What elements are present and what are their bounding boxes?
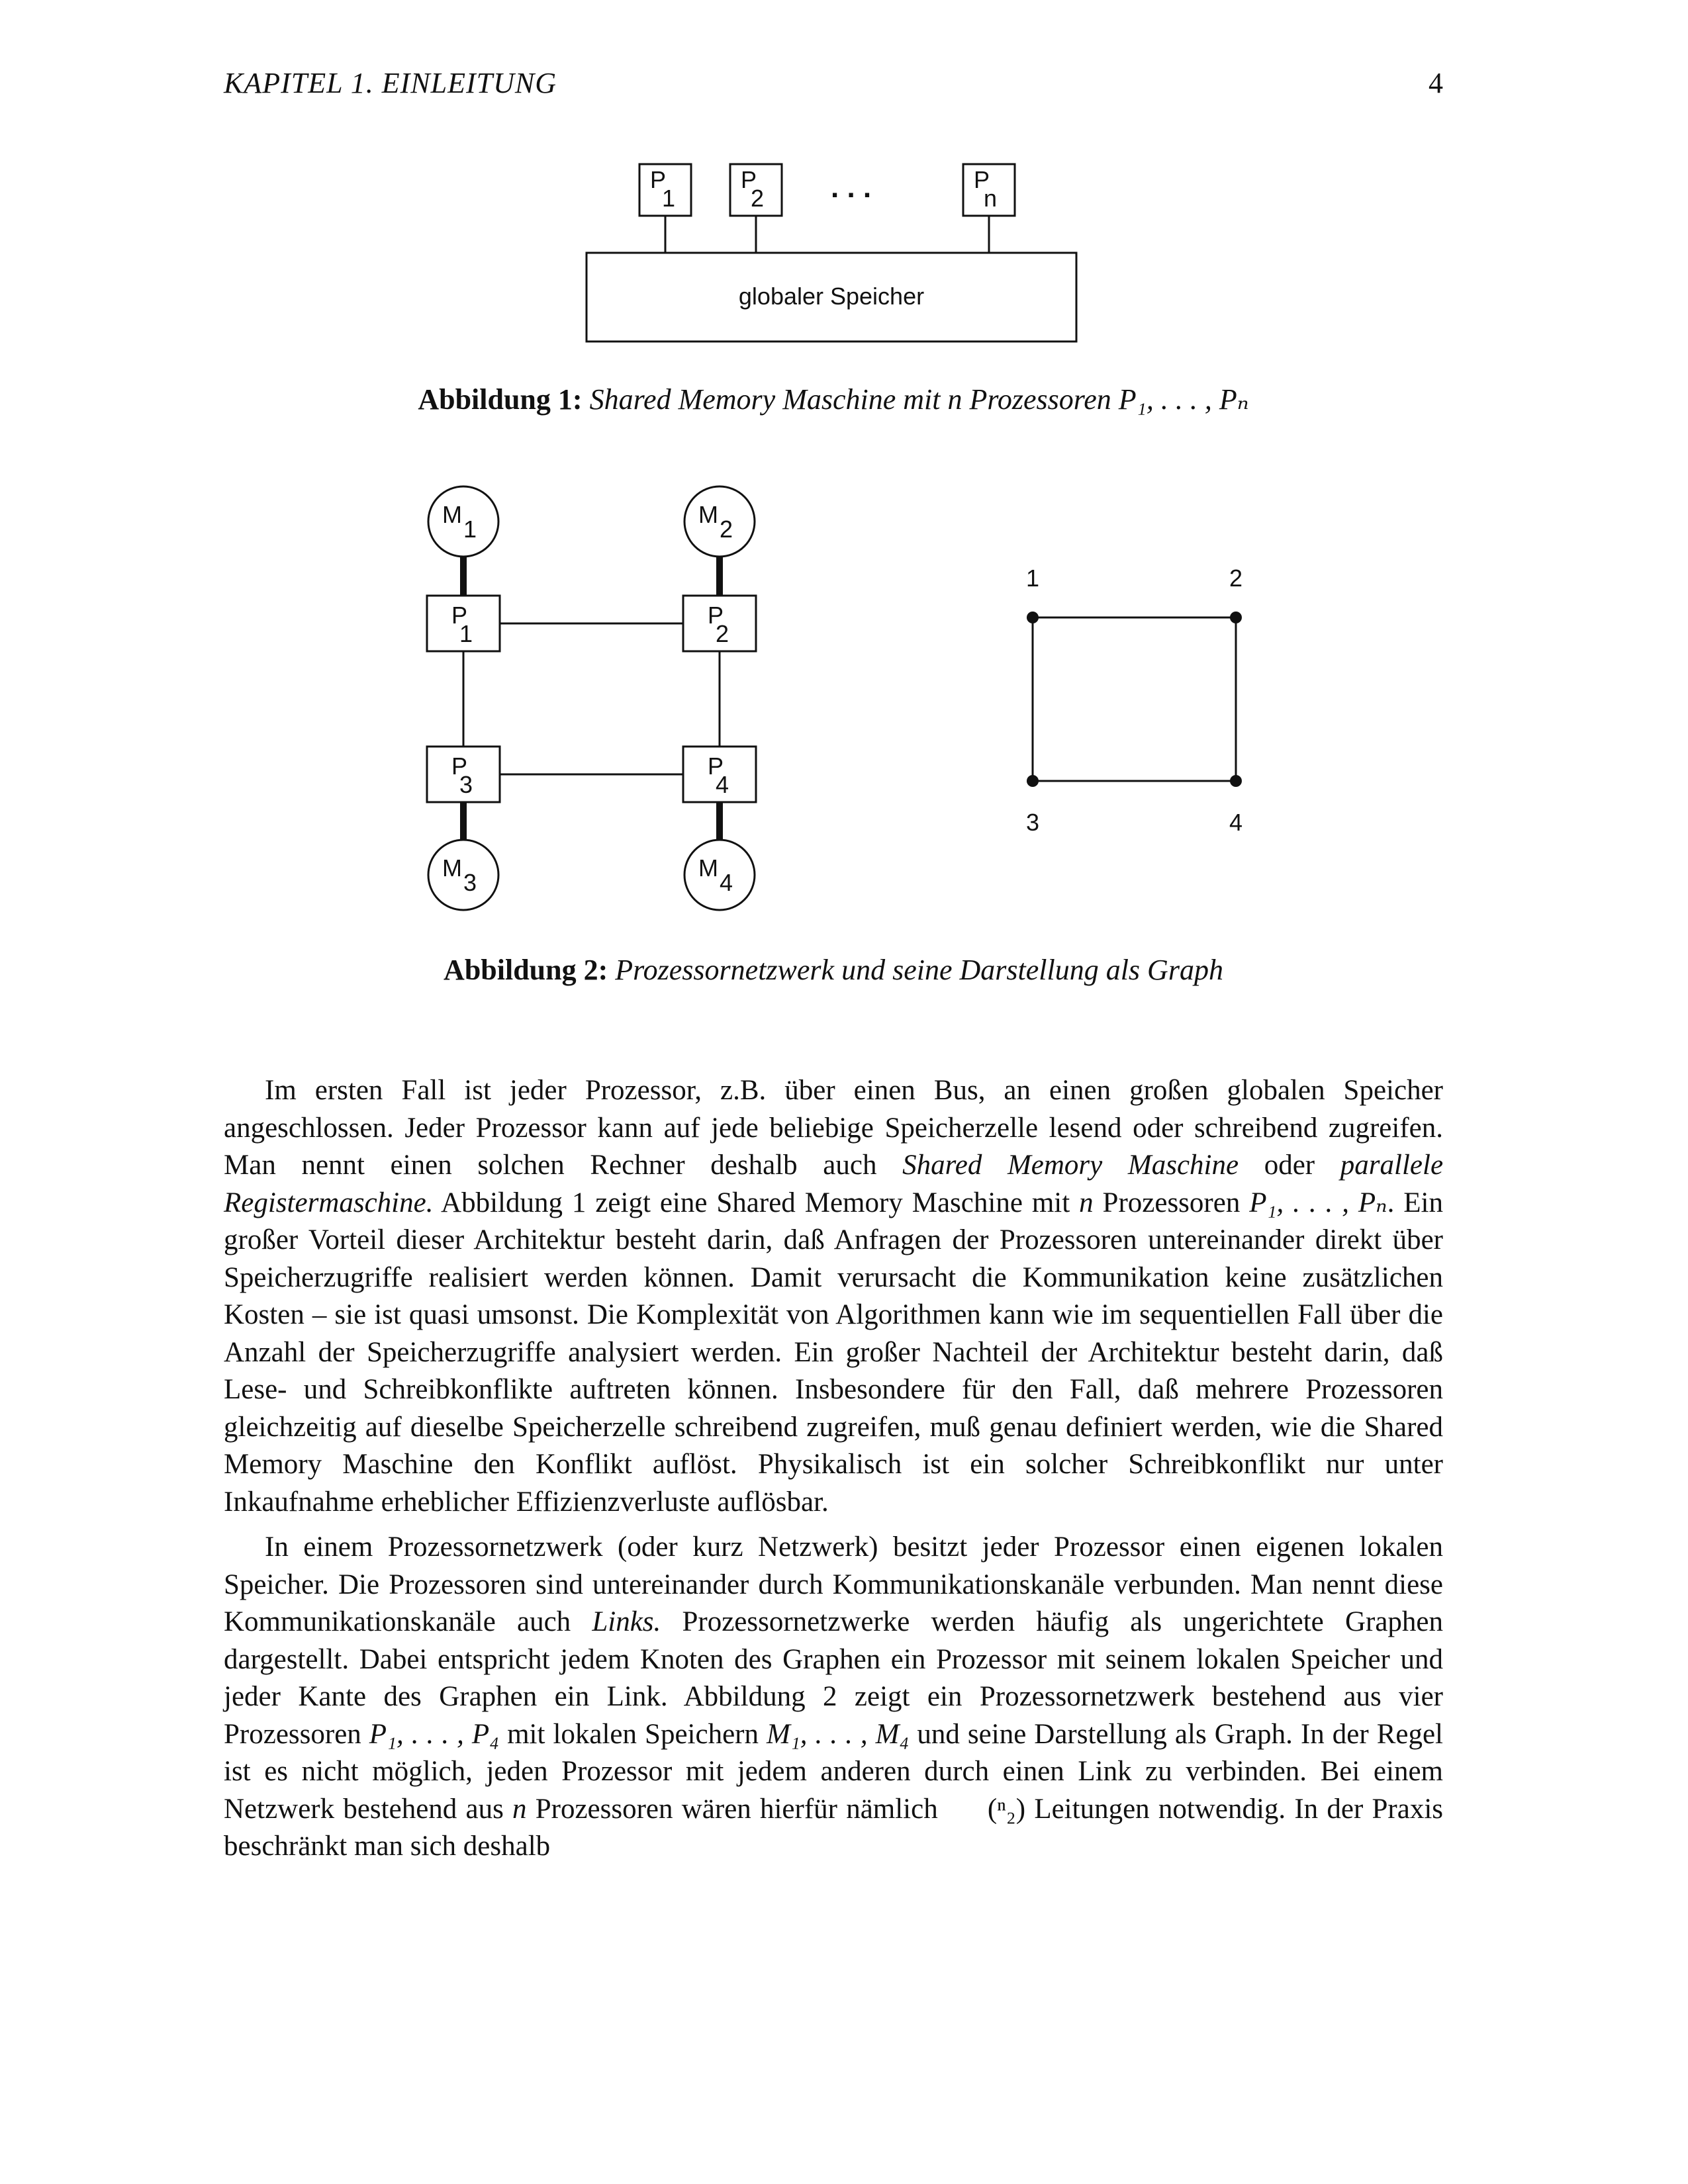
page-header (224, 66, 1443, 106)
processor-letter-p2: P (708, 602, 724, 629)
paragraph-shared-memory (224, 1072, 1443, 1521)
p1-run-0: Im ersten Fall ist jeder Prozessor, z.B. über einen Bus, an einen großen globalen Speicher angeschlossen. Jeder Prozessor kann auf jede beliebige Speicherzelle lesend oder schreibend zugreifen. Man nennt einen solchen Rechner deshalb auch (224, 1075, 1443, 1181)
graph-node-label-4: 4 (1229, 809, 1243, 836)
processor-index-p2: 2 (751, 185, 765, 212)
math-binomial-n-2: (ⁿ₂) (987, 1793, 1026, 1825)
figure2-caption-text: Prozessornetzwerk und seine Darstellung als Graph (615, 954, 1223, 986)
p1-run-4: Abbildung 1 zeigt eine Shared Memory Maschine mit (433, 1187, 1080, 1218)
processor-index-p3: 3 (459, 771, 473, 798)
figure1-caption-label: Abbildung 1: (418, 383, 583, 416)
math-m1-m4: M₁, . . . , M₄ (767, 1718, 910, 1750)
memory-letter-m1: M (442, 501, 462, 528)
page-number: 4 (1429, 67, 1443, 99)
body-text (224, 1072, 1443, 1874)
processor-letter-pn: P (974, 166, 990, 193)
p2-run-10: Leitungen notwendig. In der Praxis beschränkt man sich deshalb (224, 1793, 1444, 1862)
global-memory-label: globaler Speicher (738, 283, 925, 310)
processor-letter-p1: P (650, 166, 667, 193)
p2-run-4: mit lokalen Speichern (499, 1718, 767, 1750)
graph-node-label-1: 1 (1025, 565, 1040, 592)
math-n-2: n (512, 1793, 527, 1825)
figure2-caption-label: Abbildung 2: (444, 954, 608, 986)
memory-index-m1: 1 (463, 516, 477, 543)
graph-node-label-2: 2 (1229, 565, 1243, 592)
p1-run-8: . Ein großer Vorteil dieser Architektur besteht darin, daß Anfragen der Prozessoren untereinander direkt über Speicherzugriffe realisiert werden können. Damit verursacht die Kommunikation keine zusätzlichen Kosten – sie ist quasi umsonst. Die Komplexität von Algorithmen kann wie im sequentiellen Fall über die Anzahl der Speicherzugriffe analysiert werden. Ein großer Nachteil der Architektur besteht darin, daß Lese- und Schreibkonflikte auftreten können. Insbesondere für den Fall, daß mehrere Prozessoren gleichzeitig auf dieselbe Speicherzelle schreibend zugreifen, muß genau definiert werden, wie die Shared Memory Maschine den Konflikt auflöst. Physikalisch ist ein solcher Schreibkonflikt nur unter Inkaufnahme erheblicher Effizienzverluste auflösbar. (224, 1187, 1443, 1518)
processor-letter-p1: P (451, 602, 468, 629)
memory-letter-m4: M (698, 854, 718, 882)
graph-node-1 (1027, 612, 1039, 623)
memory-letter-m3: M (442, 854, 462, 882)
graph-node-2 (1230, 612, 1242, 623)
figure1-caption-text: Shared Memory Maschine mit n Prozessoren P₁, . . . , Pₙ (589, 383, 1249, 416)
figure1-caption (224, 383, 1443, 416)
figure-processor-network (410, 477, 1271, 920)
memory-index-m3: 3 (463, 869, 477, 896)
figure2-caption (224, 953, 1443, 987)
processor-index-p4: 4 (716, 771, 729, 798)
memory-index-m4: 4 (720, 869, 733, 896)
memory-letter-m2: M (698, 501, 718, 528)
graph-node-label-3: 3 (1025, 809, 1040, 836)
p2-run-0: In einem Prozessornetzwerk (oder kurz Netzwerk) besitzt jeder Prozessor einen eigenen lokalen Speicher. Die Prozessoren sind untereinander durch Kommunikationskanäle verbunden. Man nennt diese Kommunikationskanäle auch (224, 1531, 1443, 1637)
memory-index-m2: 2 (720, 516, 733, 543)
processor-letter-p3: P (451, 752, 468, 780)
p1-run-6: Prozessoren (1093, 1187, 1250, 1218)
graph-node-3 (1027, 775, 1039, 787)
processor-index-p1: 1 (459, 620, 473, 647)
processor-ellipsis: . . . (831, 171, 872, 204)
math-n: n (1079, 1187, 1094, 1218)
p2-run-8: Prozessoren wären hierfür nämlich (526, 1793, 947, 1825)
p2-run-2: Prozessornetzwerke werden häufig als ungerichtete Graphen dargestellt. Dabei entspricht jedem Knoten des Graphen ein Prozessor mit seinem lokalen Speicher und jeder Kante des Graphen ein Link. Abbildung 2 zeigt ein Prozessornetzwerk bestehend aus vier Prozessoren (224, 1606, 1443, 1750)
math-p1-p4: P₁, . . . , P₄ (369, 1718, 500, 1750)
figure-shared-memory (576, 159, 1105, 351)
math-p1-pn: P₁, . . . , Pₙ (1249, 1187, 1387, 1218)
graph-node-4 (1230, 775, 1242, 787)
processor-index-pn: n (984, 185, 998, 212)
term-parallele-registermaschine: parallele Registermaschine. (224, 1150, 1444, 1218)
processor-index-p1: 1 (662, 185, 676, 212)
p2-run-6: und seine Darstellung als Graph. In der Regel ist es nicht möglich, jeden Prozessor mit jedem anderen durch einen Link zu verbinden. Bei einem Netzwerk bestehend aus (224, 1718, 1444, 1825)
term-links: Links. (592, 1606, 661, 1637)
processor-index-p2: 2 (716, 620, 729, 647)
running-title: KAPITEL 1. EINLEITUNG (224, 67, 557, 99)
p1-run-2: oder (1239, 1150, 1340, 1181)
processor-letter-p4: P (708, 752, 724, 780)
paragraph-processor-network (224, 1529, 1443, 1866)
term-shared-memory-maschine: Shared Memory Maschine (902, 1150, 1239, 1181)
processor-letter-p2: P (741, 166, 757, 193)
